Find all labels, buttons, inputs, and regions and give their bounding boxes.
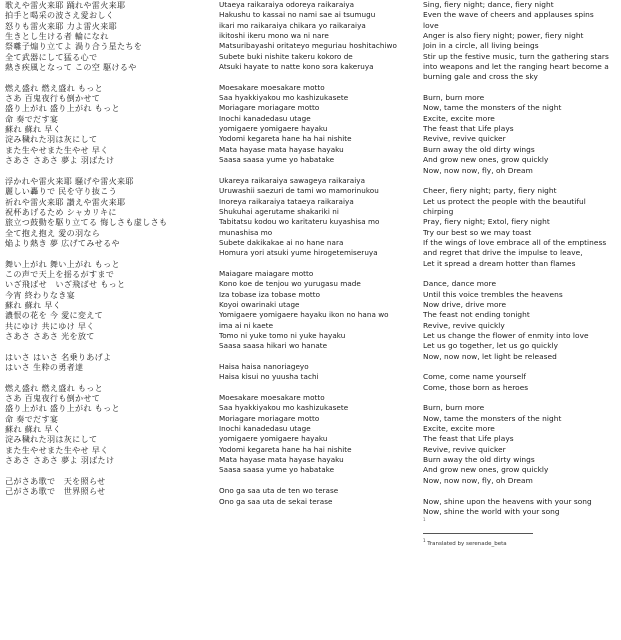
japanese-line: さあ 百鬼夜行も倒かせて	[5, 93, 101, 104]
japanese-line: 浮かれや雷火来耶 騒げや雷火来耶	[5, 175, 134, 186]
english-stanza	[423, 372, 621, 393]
english-line: Now, now now, let light be released	[423, 351, 557, 361]
english-line: Revive, revive quickly	[423, 320, 505, 330]
english-lyrics-column	[423, 0, 621, 548]
stanza-gap	[423, 393, 621, 403]
japanese-line: 怒りも雷火来耶 力よ雷火来耶	[5, 20, 117, 31]
english-line: Revive, revive quicker	[423, 134, 506, 144]
romaji-line: Mata hayase mata hayase hayaku	[219, 144, 344, 154]
romaji-line: Iza tobase iza tobase motto	[219, 289, 321, 299]
romaji-line: ikari mo raikaraiya chikara yo raikaraiya	[219, 20, 366, 30]
japanese-line: 己がさあ歌で 天を照らせ	[5, 475, 106, 486]
romaji-line: munashisa mo	[219, 227, 273, 237]
english-line: If the wings of love embrace all of the emptiness	[423, 237, 607, 247]
english-line: into weapons and let the ranging heart become a	[423, 62, 609, 72]
stanza-gap	[219, 166, 412, 176]
japanese-stanza	[5, 83, 213, 166]
japanese-line: 蘇れ 蘇れ 早く	[5, 124, 62, 135]
stanza-gap	[5, 465, 213, 475]
footnote-divider	[423, 533, 533, 534]
romaji-line: Ono ga saa uta de sekai terase	[219, 496, 333, 506]
japanese-line: 全て武器にして猛る心で	[5, 51, 98, 62]
japanese-line: この声で天上を揺るがすまで	[5, 268, 115, 279]
romaji-line: Moriagare moriagare motto	[219, 103, 320, 113]
japanese-line: いざ飛ばせ いざ飛ばせ もっと	[5, 279, 126, 290]
romaji-line: Ukareya raikaraiya sawageya raikaraiya	[219, 175, 366, 185]
japanese-line: 焔より熱き 夢 広げてみせるや	[5, 237, 120, 248]
english-line: Try our best so we may toast	[423, 227, 532, 237]
english-line: And grow new ones, grow quickly	[423, 155, 549, 165]
english-line: Burn away the old dirty wings	[423, 144, 535, 154]
romaji-line: Utaeya raikaraiya odoreya raikaraiya	[219, 0, 355, 9]
english-line: Stir up the festive music, turn the gathering stars	[423, 51, 609, 61]
english-line: Let us change the flower of enmity into love	[423, 331, 589, 340]
stanza-gap	[5, 72, 213, 82]
english-line: Now, tame the monsters of the night	[423, 413, 562, 423]
romaji-line: Hakushu to kassai no nami sae ai tsumugu	[219, 10, 376, 20]
english-line: Dance, dance more	[423, 279, 497, 289]
japanese-line: 全て抱え抱え 愛の羽なら	[5, 227, 101, 238]
english-line: chirping	[423, 206, 454, 216]
english-stanza	[423, 497, 621, 518]
english-line: Let us protect the people with the beautiful	[423, 196, 586, 206]
japanese-line: 祭囃子煽り立てよ 渦り合う星たちを	[5, 41, 143, 52]
romaji-stanza	[219, 486, 412, 507]
english-line: Let us go together, let us go quickly	[423, 341, 559, 351]
romaji-line: Homura yori atsuki yume hirogetemiseruya	[219, 248, 378, 258]
japanese-line: 熱き疾風となって この空 駆けるや	[5, 62, 137, 73]
english-line: Sing, fiery night; dance, fiery night	[423, 0, 554, 9]
stanza-gap	[219, 72, 412, 82]
japanese-line: 蘇れ 蘇れ 早く	[5, 299, 62, 310]
english-line: Now drive, drive more	[423, 299, 507, 309]
romaji-stanza	[219, 0, 412, 72]
japanese-line: 濃恨の花を 今 愛に変えて	[5, 310, 104, 321]
english-line: Pray, fiery night; Extol, fiery night	[423, 217, 550, 227]
romaji-line: Moesakare moesakare motto	[219, 393, 325, 403]
romaji-stanza	[219, 176, 412, 259]
english-line: Now, now now, fly, oh Dream	[423, 165, 533, 175]
stanza-gap	[423, 176, 621, 186]
romaji-line: Maiagare maiagare motto	[219, 268, 314, 278]
japanese-line: はいさ はいさ 名乗りあげよ	[5, 351, 112, 362]
romaji-line: Subete buki nishite takeru kokoro de	[219, 51, 353, 61]
romaji-line: Tomo ni yuke tomo ni yuke hayaku	[219, 331, 346, 340]
japanese-line: さあ 百鬼夜行も倒かせて	[5, 393, 101, 404]
japanese-line: 旅立つ鼓動を駆り立てる 悔しさも虚しさも	[5, 217, 168, 228]
japanese-line: さあさ さあさ 夢よ 羽ばたけ	[5, 155, 115, 166]
english-line: Excite, excite more	[423, 113, 495, 123]
english-line: Let it spread a dream hotter than flames	[423, 258, 576, 268]
english-stanza	[423, 93, 621, 176]
romaji-line: Inochi kanadedasu utage	[219, 424, 311, 434]
romaji-line: Inoreya raikaraiya tataeya raikaraiya	[219, 196, 354, 206]
japanese-line: 歌えや雷火来耶 踊れや雷火来耶	[5, 0, 126, 10]
stanza-gap	[423, 486, 621, 496]
romaji-stanza	[219, 269, 412, 352]
english-line: Now, now now, fly, oh Dream	[423, 475, 533, 485]
japanese-line: 盛り上がれ 盛り上がれ もっと	[5, 103, 120, 114]
romaji-line: Matsuribayashi oritateyo meguriau hoshitachiwo	[219, 41, 397, 51]
romaji-line: Haisa kisui no yuusha tachi	[219, 372, 319, 382]
romaji-line: Inochi kanadedasu utage	[219, 113, 311, 123]
footnote-text: Translated by serenade_beta	[427, 541, 507, 548]
stanza-gap	[423, 362, 621, 372]
english-stanza	[423, 279, 621, 362]
japanese-line: 燃え盛れ 燃え盛れ もっと	[5, 382, 104, 393]
japanese-line: 麗しい轟りで 民を守り抜こう	[5, 186, 117, 197]
english-stanza	[423, 403, 621, 486]
english-line: Burn, burn more	[423, 403, 485, 413]
footnote	[423, 537, 621, 548]
english-stanza	[423, 186, 621, 269]
stanza-gap	[5, 248, 213, 258]
japanese-line: また生やせまた生やせ 早く	[5, 144, 109, 155]
stanza-gap	[5, 372, 213, 382]
japanese-stanza	[5, 259, 213, 342]
japanese-line: 共にゆけ 共にゆけ 早く	[5, 320, 95, 331]
english-line: Burn away the old dirty wings	[423, 455, 535, 465]
japanese-line: 盛り上がれ 盛り上がれ もっと	[5, 403, 120, 414]
stanza-gap	[5, 341, 213, 351]
japanese-stanza	[5, 176, 213, 248]
english-line: Excite, excite more	[423, 424, 495, 434]
japanese-line: 命 奏でだす宴	[5, 113, 59, 124]
japanese-line: 拍手と喝采の波さえ愛おしく	[5, 10, 115, 21]
english-stanzas	[423, 0, 621, 517]
japanese-line: 己がさあ歌で 世界照らせ	[5, 486, 106, 497]
english-line: The feast not ending tonight	[423, 310, 530, 320]
japanese-line: 祝杯あげるため シャカリキに	[5, 206, 117, 217]
japanese-stanza	[5, 383, 213, 466]
japanese-stanza	[5, 352, 213, 373]
english-line: Even the wave of cheers and applauses spins	[423, 10, 594, 20]
english-line: burning gale and cross the sky	[423, 72, 538, 82]
romaji-line: Saasa saasa hikari wo hanate	[219, 341, 328, 351]
japanese-line: さあさ さあさ 光を放て	[5, 331, 95, 341]
japanese-stanza	[5, 476, 213, 497]
japanese-line: 淀み穢れた羽は灰にして	[5, 434, 98, 445]
english-line: The feast that Life plays	[423, 434, 514, 444]
japanese-stanza	[5, 0, 213, 72]
stanza-gap	[219, 352, 412, 362]
japanese-line: 淀み穢れた羽は灰にして	[5, 134, 98, 145]
romaji-line: ima ai ni kaete	[219, 320, 274, 330]
romaji-stanza	[219, 362, 412, 383]
romaji-line: Yodomi kegareta hane ha hai nishite	[219, 444, 352, 454]
japanese-line: 祈れや雷火来耶 讃えや雷火来耶	[5, 196, 126, 207]
romaji-line: Saasa saasa yume yo habatake	[219, 155, 335, 165]
romaji-line: Haisa haisa nanoriageyo	[219, 362, 309, 372]
japanese-line: はいさ 生粋の勇者達	[5, 362, 84, 373]
footnote-number: 1	[423, 538, 426, 544]
romaji-line: Saa hyakkiyakou mo kashizukasete	[219, 403, 349, 413]
english-line: Until this voice trembles the heavens	[423, 289, 563, 299]
romaji-line: yomigaere yomigaere hayaku	[219, 434, 328, 444]
romaji-line: Yodomi kegareta hane ha hai nishite	[219, 134, 352, 144]
romaji-line: Ono ga saa uta de ten wo terase	[219, 486, 339, 496]
english-line: Anger is also fiery night; power, fiery night	[423, 31, 584, 41]
english-line: Now, shine upon the heavens with your song	[423, 496, 592, 506]
footnote-reference-mark: 1	[423, 517, 426, 523]
english-line: Come, those born as heroes	[423, 382, 529, 392]
romaji-line: Moesakare moesakare motto	[219, 82, 325, 92]
romaji-line: Shukuhai agerutame shakariki ni	[219, 206, 339, 216]
english-line: And grow new ones, grow quickly	[423, 465, 549, 475]
romaji-line: Subete dakikakae ai no hane nara	[219, 237, 344, 247]
romaji-line: Kono koe de tenjou wo yurugasu made	[219, 279, 361, 289]
english-line: love	[423, 20, 439, 30]
english-line: Revive, revive quicker	[423, 444, 506, 454]
japanese-line: 生きとし生ける者 輪になれ	[5, 31, 109, 42]
romaji-line: ikitoshi ikeru mono wa ni nare	[219, 31, 329, 41]
romaji-line: Koyoi owarinaki utage	[219, 299, 300, 309]
romaji-line: Atsuki hayate to natte kono sora kakeruya	[219, 62, 374, 72]
japanese-line: 蘇れ 蘇れ 早く	[5, 424, 62, 435]
romaji-line: Moriagare moriagare motto	[219, 413, 320, 423]
stanza-gap	[219, 383, 412, 393]
romaji-stanza	[219, 83, 412, 166]
romaji-lyrics-column	[219, 0, 412, 507]
english-stanza	[423, 0, 621, 83]
english-line: Cheer, fiery night; party, fiery night	[423, 186, 557, 196]
english-line: Now, tame the monsters of the night	[423, 103, 562, 113]
romaji-line: Saa hyakkiyakou mo kashizukasete	[219, 93, 349, 103]
stanza-gap	[219, 476, 412, 486]
japanese-line: さあさ さあさ 夢よ 羽ばたけ	[5, 455, 115, 466]
japanese-lyrics-column	[5, 0, 213, 497]
romaji-line: Uruwashii saezuri de tami wo mamorinukou	[219, 186, 379, 196]
english-line: Join in a circle, all living beings	[423, 41, 539, 51]
japanese-line: 燃え盛れ 燃え盛れ もっと	[5, 82, 104, 93]
english-line: Come, come name yourself	[423, 372, 526, 382]
english-line: The feast that Life plays	[423, 124, 514, 134]
stanza-gap	[423, 83, 621, 93]
japanese-line: 命 奏でだす宴	[5, 413, 59, 424]
romaji-line: Tabitatsu kodou wo karitateru kuyashisa mo	[219, 217, 380, 227]
romaji-line: Saasa saasa yume yo habatake	[219, 465, 335, 475]
japanese-line: 今宵 終わりなき宴	[5, 289, 76, 300]
romaji-stanza	[219, 393, 412, 476]
japanese-line: 舞い上がれ 舞い上がれ もっと	[5, 258, 120, 269]
stanza-gap	[423, 269, 621, 279]
romaji-line: Yomigaere yomigaere hayaku ikon no hana wo	[219, 310, 389, 320]
stanza-gap	[5, 166, 213, 176]
stanza-gap	[219, 259, 412, 269]
english-line: Burn, burn more	[423, 93, 485, 103]
romaji-line: Mata hayase mata hayase hayaku	[219, 455, 344, 465]
romaji-line: yomigaere yomigaere hayaku	[219, 124, 328, 134]
english-line: and regret that drive the impulse to leave,	[423, 248, 583, 258]
japanese-line: また生やせまた生やせ 早く	[5, 444, 109, 455]
english-line: Now, shine the world with your song	[423, 506, 560, 516]
